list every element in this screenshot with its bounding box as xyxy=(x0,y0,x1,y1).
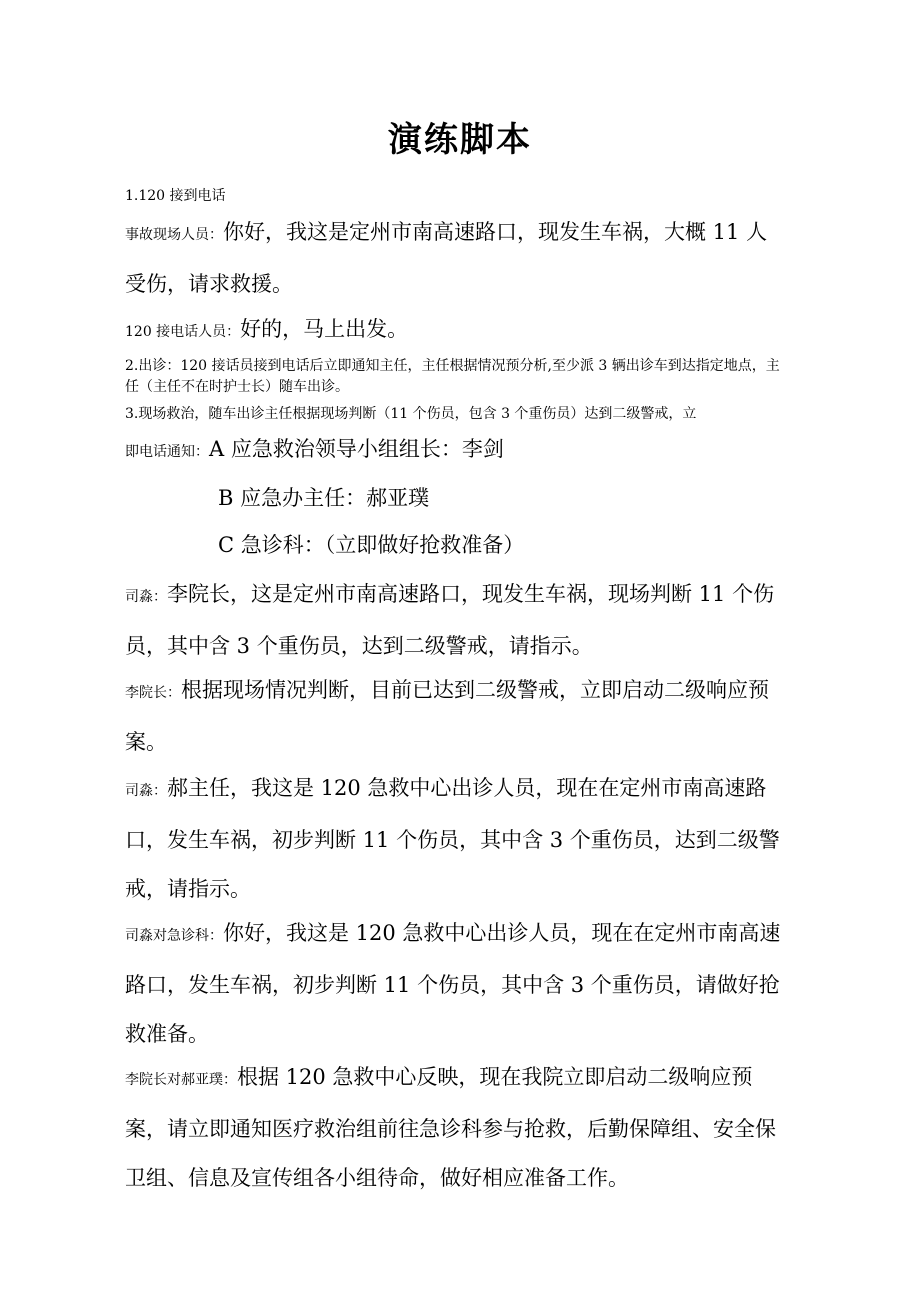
dialogue-li-to-hao xyxy=(125,1053,785,1203)
speaker-label: 司淼对急诊科： xyxy=(125,928,223,944)
page-title: 演练脚本 xyxy=(388,120,532,160)
step-1-heading: 1.120 接到电话 xyxy=(125,188,226,204)
speaker-label: 李院长： xyxy=(125,685,181,701)
notify-prefix: 即电话通知： xyxy=(125,444,209,460)
dialogue-accident-caller xyxy=(125,208,785,309)
notify-line-a xyxy=(125,425,785,477)
speech-text: 根据现场情况判断，目前已达到二级警戒，立即启动二级响应预案。 xyxy=(125,678,769,754)
speech-text: 根据 120 急救中心反映，现在我院立即启动二级响应预案，请立即通知医疗救治组前往急诊科参与抢救，后勤保障组、安全保卫组、信息及宣传组各小组待命，做好相应准备工作。 xyxy=(125,1065,776,1190)
step-3-paragraph: 3.现场救治，随车出诊主任根据现场判断（11 个伤员，包含 3 个重伤员）达到二级警戒，立 xyxy=(125,406,697,422)
notify-a-text: A 应急救治领导小组组长：李剑 xyxy=(209,437,504,461)
speaker-label: 事故现场人员： xyxy=(125,227,223,243)
speech-text: 你好，我这是定州市南高速路口，现发生车祸，大概 11 人受伤，请求救援。 xyxy=(125,220,768,296)
dialogue-120-operator xyxy=(125,305,785,357)
speech-text: 李院长，这是定州市南高速路口，现发生车祸，现场判断 11 个伤员，其中含 3 个重伤员，达到二级警戒，请指示。 xyxy=(125,582,775,658)
speaker-label: 李院长对郝亚璞： xyxy=(125,1072,237,1088)
speech-text: 你好，我这是 120 急救中心出诊人员，现在在定州市南高速路口，发生车祸，初步判断 11 个伤员，其中含 3 个重伤员，请做好抢救准备。 xyxy=(125,921,781,1046)
dialogue-simiao-to-li xyxy=(125,570,785,671)
speech-text: 郝主任，我这是 120 急救中心出诊人员，现在在定州市南高速路口，发生车祸，初步判断 11 个伤员，其中含 3 个重伤员，达到二级警戒，请指示。 xyxy=(125,776,780,901)
notify-line-b: B 应急办主任：郝亚璞 xyxy=(218,486,430,510)
speech-text: 好的，马上出发。 xyxy=(240,317,409,341)
speaker-label: 120 接电话人员： xyxy=(125,324,241,340)
dialogue-simiao-to-er xyxy=(125,909,785,1059)
notify-line-c: C 急诊科：（立即做好抢救准备） xyxy=(218,533,525,557)
dialogue-simiao-to-hao xyxy=(125,764,785,914)
speaker-label: 司淼： xyxy=(125,589,167,605)
dialogue-li-response xyxy=(125,666,785,767)
speaker-label: 司淼： xyxy=(125,783,167,799)
step-2-paragraph: 2.出诊：120 接话员接到电话后立即通知主任，主任根据情况预分析,至少派 3 辆出诊车到达指定地点，主任（主任不在时护士长）随车出诊。 xyxy=(125,358,780,395)
